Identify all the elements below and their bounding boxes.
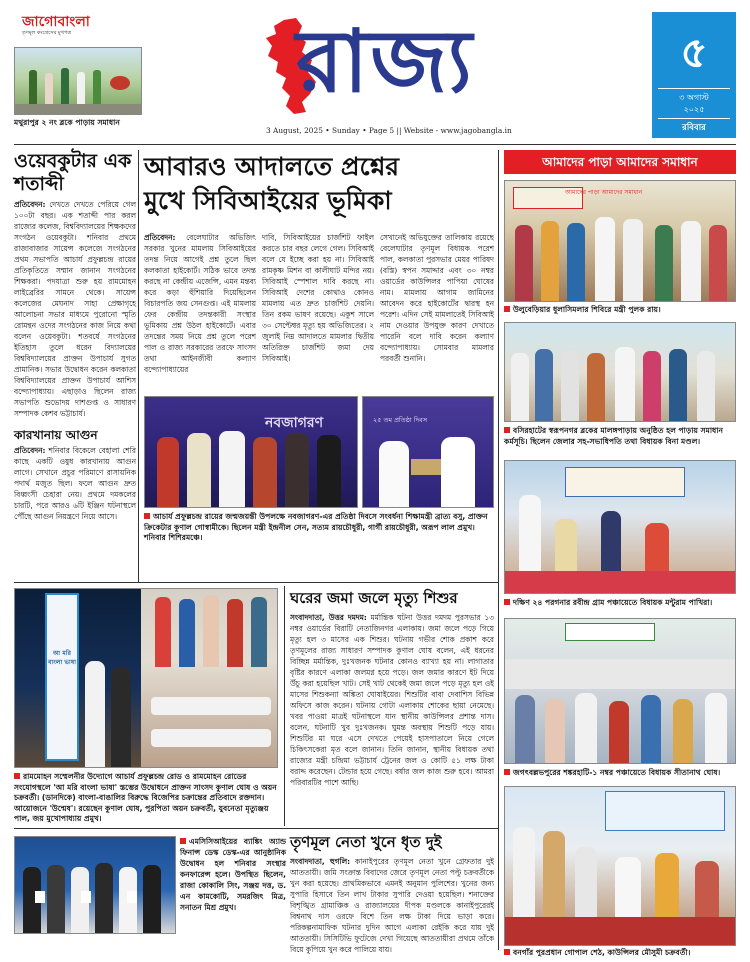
- left-story-2-lead: প্রতিবেদন:: [14, 446, 46, 455]
- brand-name: জাগোবাংলা: [22, 14, 90, 30]
- lead-story-col-3-text: সেখানেই অভিযুক্তের তালিকায় রয়েছে বেলেঘাটার তৃণমূল বিধায়ক পরেশ পাল, কলকাতা পুরসভার মেয়র পারিষদ (বস্তি) স্বপন সমাদ্দার এবং ৩০ নম্বর ওয়ার্ডের কাউন্সিলর পাপিয়া ঘোষের নাম। মামলায় আগাম জামিনের আবেদন করে হাইকোর্টের দ্বারস্থ হন পরেশ। এদিন সেই মামলাতেই সিবিআই নাম দেওয়ার উপযুক্ত কারণ দেখাতে পারেনি বলে দাবি করেন কল্যাণ বন্দ্যোপাধ্যায়। সোমবার মামলার পরবর্তী শুনানি।: [380, 233, 494, 363]
- chamber-caption: [180, 836, 286, 913]
- left-headline-1: ওয়েবকুটার এক শতাব্দী: [14, 150, 132, 195]
- right-photo-1: [504, 180, 736, 302]
- lead-headline-line-1: আবারও আদালতে প্রশ্নের: [144, 152, 400, 181]
- pillar-text: আ মরি বাংলা ভাষা: [47, 650, 77, 666]
- right-caption-5: [504, 948, 736, 959]
- right-section-title: [504, 150, 736, 174]
- lead-headline: [144, 150, 494, 218]
- left-story-2-text: শনিবার বিকেলে বেহালা শেরি কাছে একটি ওষুধ কারখানায় আগুন লাগে। সেখানে প্রচুর পরিমাণে রাসায়নিক পদার্থ মজুত ছিল। ফলে আগুন দ্রুত বিধ্বংসী চেহারা নেয়। প্রথমে দমকলের চারটি, পরে আরও ৬টি ইঞ্জিন ঘটনাস্থলে পৌঁছে আগুন নিয়ন্ত্রণে নিয়ে আসে।: [14, 446, 136, 521]
- right-photo-5: [504, 786, 736, 946]
- lead-story-col-3: [380, 232, 494, 392]
- lead-photo-caption-text: আচার্য প্রফুল্লচন্দ্র রায়ের জন্মজয়ন্তী উপলক্ষে নবজাগরণ-এর প্রতিষ্ঠা দিবসে সংবর্ধনা শিক্ষামন্ত্রী ব্রাত্য বসু, প্রাক্তন ক্রিকেটার কুণাল গোস্বামীকে। ছিলেন মন্ত্রী ইন্দ্রনীল সেন, সত্যম রায়চৌধুরী, গার্গী রায়চৌধুরী, অরূপ লাল প্রমুখ। শনিবার শিশিরমঞ্চে।: [144, 512, 488, 542]
- right-photo-1-banner: আমাদের পাড়া আমাদের সমাধান: [565, 189, 643, 196]
- lead-headline-line-2: মুখে সিবিআইয়ের ভূমিকা: [144, 186, 392, 215]
- left-story-1-text: দেখতে দেখতে পেরিয়ে গেল ১০০টা বছর। এক শতাব্দী পার করল রাজ্যের কলেজ, বিশ্ববিদ্যালয়ের শিক্ষকদের সংগঠন ওয়েবকুটা। শনিবার প্রথমে রাজাবাজার সায়েন্স কলেজে সংগঠনের প্রথম সভাপতি আচার্য প্রফুল্লচন্দ্র রায়ের প্রতিকৃতিতে সম্মান জানান সংগঠনের শিক্ষকরা। পদযাত্রা শুরু হয় রামমোহন লাইব্রেরির সামনে থেকে। সায়েন্স কলেজের মেঘনাদ সাহা প্রেক্ষাগৃহে আলোচনা সভার মাধ্যমে পুরোনো স্মৃতি রোমন্থন ওদের সংগঠনের কাজ নিয়ে কথা বলেন ওয়েবকুটা। শতবর্ষে সংগঠনের ইতিহাস তুলে ধরেন বিদ্যালয়ের বিশ্ববিদ্যালয়ের প্রাক্তন উপাচার্য সুগত প্রামানিক। সভার উদ্বোধন করেন কলকাতা বিশ্ববিদ্যালয়ের প্রাক্তন উপাচার্য আশিস বন্দ্যোপাধ্যায়। এছাড়াও ছিলেন রাজ্য সভাপতি শুভোদয় দাশগুপ্ত ও সাধারণ সম্পাদক কেশব ভট্টাচার্য।: [14, 200, 136, 418]
- story-water-text: মর্মান্তিক ঘটনা উত্তর দমদম পুরসভার ১৩ নম্বর ওয়ার্ডের বিরাটি নেতাজিনগর এলাকায়। জমা জলে পড়ে গিয়ে মৃত্যু হল ৩ মাসের এক শিশুর। ঘটনায় গভীর শোক প্রকাশ করে তৃণমূলের রাজ্য সাধারণ সম্পাদক কুণাল ঘোষ বলেন, এই ধরনের বিচ্ছিন্ন মর্মান্তিক, দুঃখজনক ঘটনার কোনও ব্যাখ্যা হয় না। লাগাতার বৃষ্টির কারণে এলাকা জলমগ্ন হয়ে পড়ে। জল জমার কারণে ইট দিয়ে উঁচু করা হয়েছিল খাট। সেই খাট থেকেই জমা জলে পড়ে মৃত্যু হল ওই মাসের শিশুকন্যা অঙ্কিতা ঘোষাইয়ের। শিশুটির বাবা দেবাশিস বিভিন্ন অফিসে কাজ করেন। ঘটনায় গোটা এলাকায় শোকের ছায়া নেমেছে। খবর পাওয়া মাত্রই ঘটনাস্থলে যান স্থানীয় কাউন্সিলর প্রশান্ত দাস। বলেন, ঘটনাটি খুব দুঃখজনক। ঘুমন্ত অবস্থায় শিশুটি পড়ে যায়। শিশুটির মা ঘরে এসে দেখতে পেয়েই হাসপাতালে নিয়ে গেলে চিকিৎসকেরা মৃত বলে জানান। তিনি জানান, স্থানীয় বিধায়ক তথা রাজ্যের মন্ত্রী চন্দ্রিমা ভট্টাচার্য ট্রেনের জল ও কোটি ৫১ লক্ষ টাকা বরাদ্দ করেছেন। টেন্ডার হয়ে গেছে। বর্ষার জল কাজ শুরু হবে। আমরা পরিবারটির পাশে আছি।: [290, 613, 494, 787]
- bottom-left-caption-text: রামমোহন সম্মেলনীর উদ্যোগে আচার্য প্রফুল্লচন্দ্র রোড ও রামমোহন রোডের সংযোগস্থলে 'আ মরি বাংলা ভাষা' স্তম্ভের উদ্বোধনে প্রাক্তন সাংসদ কুণাল ঘোষ ও অয়ন চক্রবর্তী। (ডানদিকে) বাংলা-বাঙালির বিরুদ্ধে বিজেপির চক্রান্তের প্রতিবাদে রক্তদান। আয়োজনে 'উন্মেষ'। রয়েছেন কুণাল ঘোষ, পুরপিতা অয়ন চক্রবর্তী, যুবনেতা মৃত্যুঞ্জয় পাল, জয় মুখোপাধ্যায় প্রমুখ।: [14, 772, 277, 823]
- brand-tagline: তৃণমূল কংগ্রেসের মুখপত্র: [22, 30, 72, 36]
- chamber-caption-text: এমসিসিআইয়ের ব্যাঙ্কিং অ্যান্ড ফিনান্স ডেস্ক ডেস্ক-এর আনুষ্ঠানিক উদ্বোধন হল শনিবার সংস্থার কনফারেন্স হলে। উপস্থিত ছিলেন, রাজা কোকালি সিং, সঞ্জয় দত্ত, ড. এন কামকোটি, সমরজিৎ মিত্র, সনাতন মিশ্র প্রমুখ।: [180, 837, 286, 912]
- bottom-left-caption: [14, 772, 280, 825]
- dateline: 3 August, 2025 • Sunday • Page 5 || Website - www.jagobangla.in: [266, 126, 512, 135]
- left-story-2: [14, 445, 136, 522]
- story-headline-water: ঘরের জমা জলে মৃত্যু শিশুর: [290, 589, 458, 607]
- left-headline-2: কারখানায় আগুন: [14, 428, 98, 442]
- page-weekday: রবিবার: [682, 123, 706, 133]
- top-left-photo: [14, 47, 142, 115]
- right-caption-5-text: বনগাঁর পুরপ্রধান গোপাল শেঠ, কাউন্সিলর মৌসুমী চক্রবর্তী।: [513, 948, 691, 957]
- right-caption-1-text: উলুবেড়িয়ার ধুলাসিমলার শিবিরে মন্ত্রী পুলক রায়।: [513, 305, 661, 314]
- lead-story-col-1-text: বেলেঘাটার অভিজিৎ সরকার খুনের মামলায় সিবিআইয়ের তদন্ত নিয়ে আগেই প্রশ্ন তুলে ছিল কলকাতা হাইকোর্ট। সঠিক ভাবে তদন্ত করছে না কেন্দ্রীয় এজেন্সি, এমন মন্তব্য করে কড়া হুঁশিয়ারি দিয়েছিলেন বিচারপতি জয় সেনগুপ্ত। এই মামলায় ফের কেন্দ্রীয় তদন্তকারী সংস্থার ভূমিকায় প্রশ্ন উঠল হাইকোর্টে। এবার তদন্তের সময় নিয়ে প্রশ্ন তুলে পরেশ পাল ও রাজ্য সরকারের তরফে সাংসদ তথা আইনজীবী কল্যাণ বন্দ্যোপাধ্যায়ের: [144, 233, 256, 374]
- page-year: ২০২৫: [683, 105, 705, 114]
- brand-logo: [22, 14, 132, 38]
- story-headline-murder: তৃণমূল নেতা খুনে ধৃত দুই: [290, 833, 442, 851]
- story-water: [290, 612, 494, 826]
- right-caption-4: [504, 768, 736, 779]
- top-left-caption: মথুরাপুর ২ নং ব্লকে পাড়ায় সমাধান: [14, 118, 120, 127]
- left-story-1: [14, 199, 136, 419]
- lead-story-col-1: [144, 232, 256, 392]
- right-photo-2: [504, 322, 736, 422]
- story-murder: [290, 856, 494, 956]
- right-caption-1: [504, 305, 736, 316]
- page-number: ৫: [680, 28, 708, 77]
- left-story-1-lead: প্রতিবেদন:: [14, 200, 46, 209]
- left-column: [14, 150, 136, 580]
- lead-photo-left: [144, 396, 358, 508]
- bottom-left-photo: [14, 588, 278, 768]
- page-date: ৩ অগাস্ট: [679, 93, 709, 102]
- lead-photo-right: [362, 396, 494, 508]
- right-caption-4-text: জগৎবল্লভপুরের শঙ্করহাটি-১ নম্বর পঞ্চায়েতে বিধায়ক সীতানাথ ঘোষ।: [513, 768, 721, 777]
- right-caption-2-text: বসিরহাটের স্বরূপনগর ব্লকের মালঙ্গপাড়ায় অনুষ্ঠিত হল পাড়ায় সমাধান কর্মসূচি। ছিলেন জেলার সহ-সভাধিপতি তথা বিধায়ক বিনা মণ্ডল।: [504, 426, 724, 446]
- lead-photo-banner: নবজাগরণ: [265, 415, 324, 431]
- masthead-title: রাজ্য: [296, 12, 475, 112]
- right-caption-2: [504, 426, 736, 447]
- right-section-title-text: আমাদের পাড়া আমাদের সমাধান: [542, 155, 698, 169]
- story-water-lead: সংবাদদাতা, উত্তর দমদম:: [290, 613, 367, 622]
- story-murder-lead: সংবাদদাতা, হুগলি:: [290, 857, 351, 866]
- right-photo-3: [504, 460, 736, 594]
- lead-story-col-2-text: দাবি, সিবিআইয়ের চার্জশিট ফাইল করতে চার বছর লেগে গেল। সিবিআই বলে যে ইচ্ছে করা হয় না। সিবিআই রামকৃষ্ণ মিশন বা কালীঘাট মন্দির নয়। সিবিআই স্পেশাল দাবি করছে না। সিবিআই দেশের কোথাও কোনও মামলায় এত দ্রুত চার্জশিট দেয়নি। তিন রকম ভাষণ রয়েছে। একুশ সালে ৩০ সেপ্টেম্বর মৃত্যু হয় অভিজিতের। ২ জুলাই নিম্ন আদালতে মামলার দ্বিতীয় অতিরিক্ত চার্জশিট জমা দেয় সিবিআই।: [262, 233, 374, 363]
- lead-story-lead: প্রতিবেদন:: [144, 233, 176, 242]
- lead-story-col-2: [262, 232, 374, 392]
- right-photo-4: [504, 618, 736, 764]
- masthead: [0, 0, 750, 148]
- story-murder-text: কানাইপুরের তৃণমূল নেতা খুনে গ্রেফতার দুই আততায়ী। জমি সংক্রান্ত বিবাদের জেরে তৃণমূল নেতা পল্টু চক্রবর্তীকে খুন করা হয়েছে। প্রাথমিকভাবে এমনই অনুমান পুলিশের। খুনের জন্য সুপারি হিসাবে তিন লাখ টাকার সুপারি দেওয়া হয়েছিল। শনাক্তের বিশৃঙ্খিত গ্রামাঞ্চিক ও রাজ্যালয়ের দীপক মণ্ডলকে কানাইপুরেরই বিশ্বনাথ দাস ওরফে বিশে তিন লক্ষ টাকা দিয়ে ভাড়া করে। পরিকল্পনামাফিক ঘটনার দুদিন আগে এলাকা রেইকি করে যায় দুই আততায়ী। সিসিটিভি ফুটেজে দেখা গিয়েছে আততায়ীরা প্রথমে তাঁকে বিয়ে কুপিয়ে খুন করে পালিয়ে যায়।: [290, 857, 494, 954]
- lead-photo-caption: [144, 512, 494, 544]
- right-caption-3-text: দক্ষিণ ২৪ পরগনার রবীন্দ্র গ্রাম পঞ্চায়েতে বিধায়ক মন্টুরাম পাখিরা।: [513, 598, 713, 607]
- page-box: [652, 12, 736, 138]
- chamber-photo: [14, 836, 176, 934]
- right-caption-3: [504, 598, 736, 609]
- lead-photo-banner-2: ২৫ তম প্রতিষ্ঠা দিবস: [373, 416, 428, 424]
